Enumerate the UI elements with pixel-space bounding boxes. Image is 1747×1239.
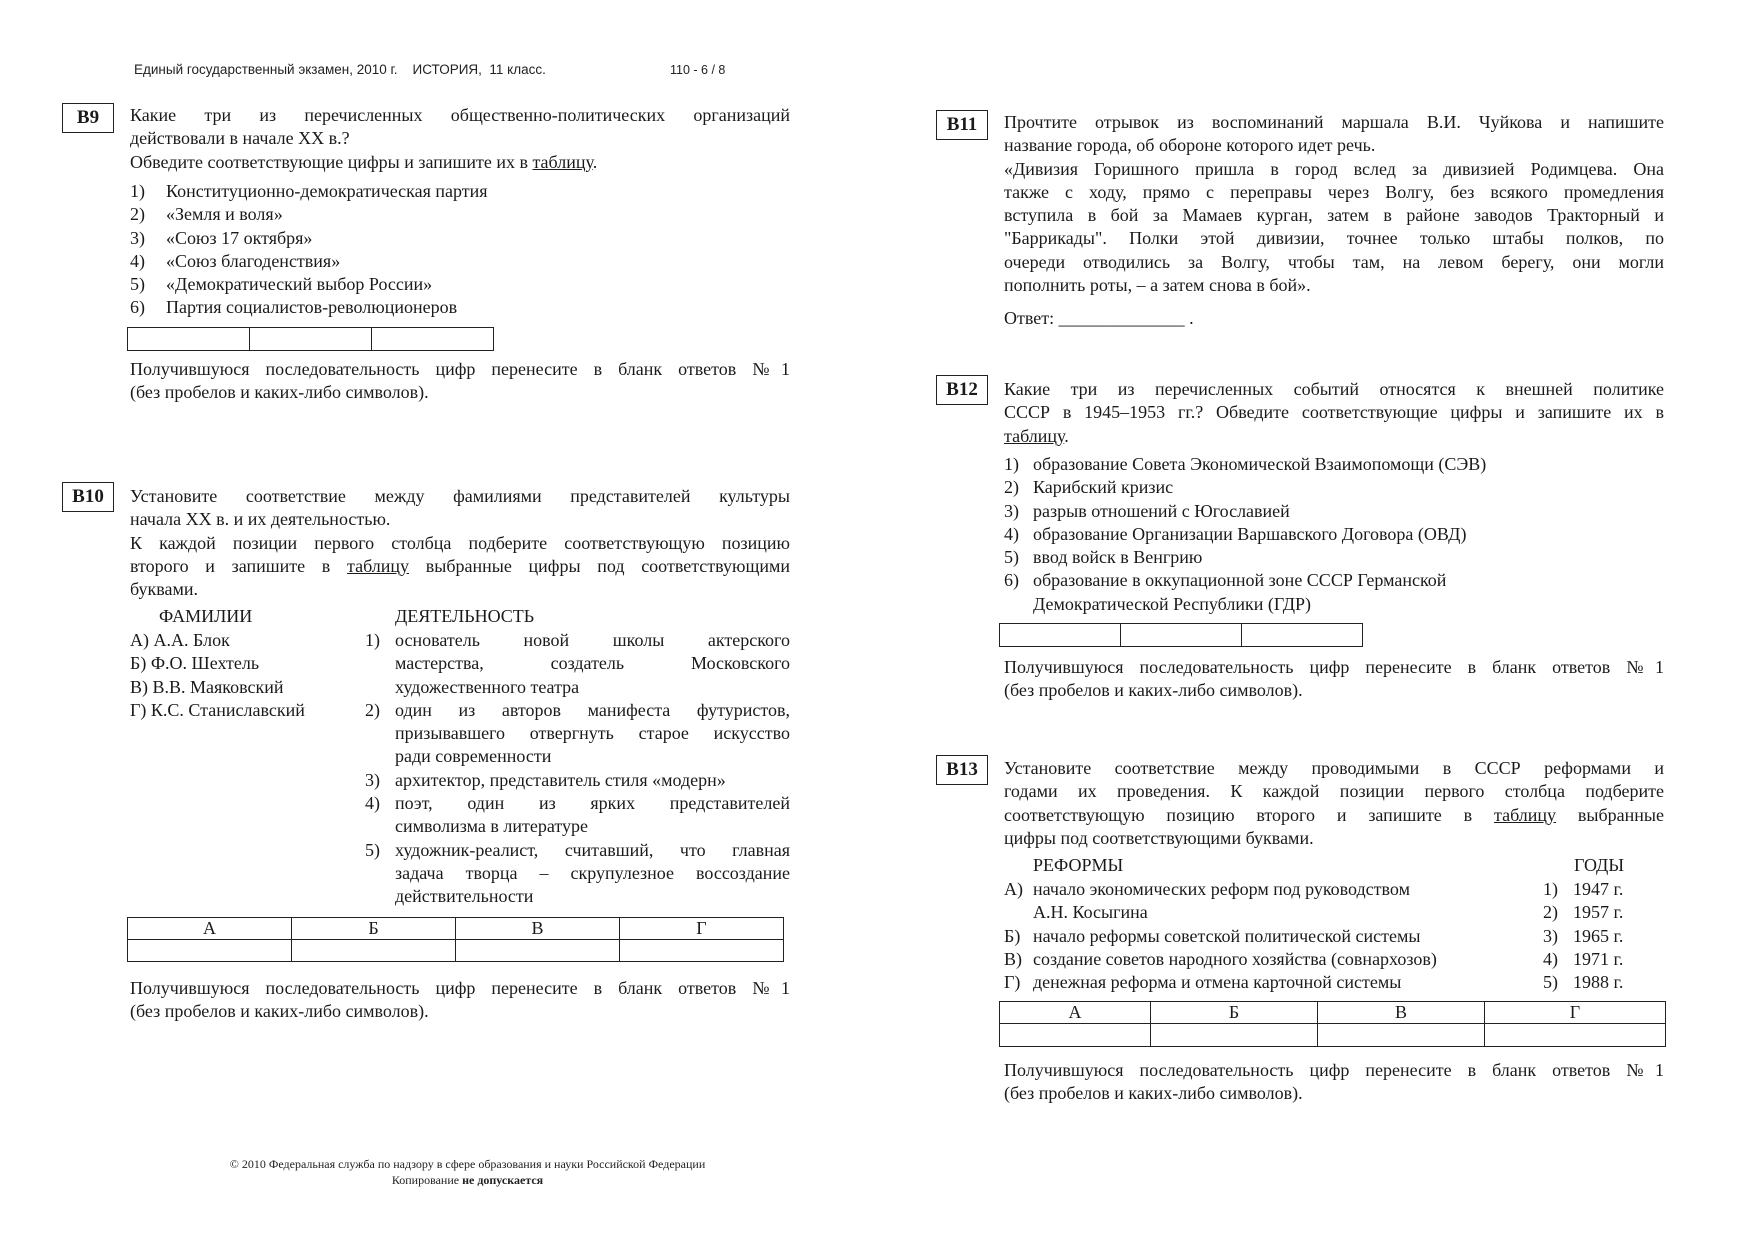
- b12-answer-table: [999, 623, 1363, 647]
- list-item: 2) один из авторов манифеста футуристов, призывавшего отвергнуть старое искусство ради современности: [365, 699, 790, 767]
- list-item: Демократической Республики (ГДР): [1033, 593, 1311, 614]
- task-label-b9: B9: [62, 103, 114, 133]
- b10-transfer-note: Получившуюся последовательность цифр перенесите в бланк ответов №1 (без пробелов и каких-либо символов).: [130, 978, 790, 1022]
- b11-text: Прочтите отрывок из воспоминаний маршала В.И. Чуйкова и напишите название города, об обороне которого идет речь. «Дивизия Горишного пришла в город вслед за дивизией Родимцева. Она также с ходу, прямо с переправы через Волгу, без всякого промедления вступила в бой за Мамаев курган, затем в районе заводов Тракторный и "Баррикады". Полки этой дивизии, точнее только штабы полков, по очереди отводились за Волгу, чтобы там, на левом берегу, они могли пополнить роты, – а затем снова в бой».: [1004, 112, 1664, 296]
- answer-cell[interactable]: [1318, 1024, 1485, 1047]
- table-header-cell: Б: [292, 918, 456, 940]
- b12-options: [1004, 453, 1486, 616]
- list-item: 5) художник-реалист, считавший, что главная задача творца – скрупулезное воссоздание действительности: [365, 839, 790, 907]
- list-item: 4) 1971 г.: [1543, 948, 1624, 969]
- list-item: Б) начало реформы советской политической системы: [1004, 925, 1421, 946]
- answer-cell[interactable]: [1000, 1024, 1151, 1047]
- list-item: В) В.В. Маяковский: [130, 676, 284, 697]
- b13-reforms: [1004, 878, 1437, 994]
- b10-names: [130, 629, 305, 722]
- b10-activities: [365, 629, 790, 909]
- list-item: Г) К.С. Станиславский: [130, 699, 305, 720]
- table-link: таблицу: [532, 151, 593, 172]
- list-item: 4) «Союз благоденствия»: [130, 250, 341, 271]
- answer-cell[interactable]: [620, 940, 784, 962]
- answer-cell[interactable]: [1121, 624, 1242, 647]
- b12-question: Какие три из перечисленных событий относятся к внешней политике СССР в 1945–1953 гг.? Обведите соответствующие цифры и запишите их в таблицу.: [1004, 379, 1664, 446]
- list-item: 3) 1965 г.: [1543, 925, 1624, 946]
- table-link: таблицу: [1494, 804, 1557, 825]
- copyright-footer: © 2010 Федеральная служба по надзору в сфере образования и науки Российской Федерации Копирование не допускается: [229, 1157, 706, 1187]
- answer-cell[interactable]: [456, 940, 620, 962]
- b13-answer-table: [999, 1001, 1666, 1047]
- task-label-b12: B12: [936, 375, 988, 405]
- list-item: 5) 1988 г.: [1543, 972, 1624, 993]
- list-item: 2) «Земля и воля»: [130, 204, 283, 225]
- answer-cell[interactable]: [1242, 624, 1363, 647]
- b13-question: Установите соответствие между проводимыми в СССР реформами и годами их проведения. К каждой позиции первого столбца подберите соответствующую позицию второго и запишите в таблицу выбранные цифры под соответствующими буквами.: [1004, 758, 1664, 848]
- b12-transfer-note: Получившуюся последовательность цифр перенесите в бланк ответов №1 (без пробелов и каких-либо символов).: [1004, 657, 1664, 701]
- table-header-cell: В: [456, 918, 620, 940]
- b10-answer-table: [127, 917, 784, 962]
- list-item: А) начало экономических реформ под руководством: [1004, 879, 1410, 899]
- list-item: 5) «Демократический выбор России»: [130, 274, 433, 295]
- page-number: 110 - 6 / 8: [670, 63, 726, 77]
- list-item: 1) 1947 г.: [1543, 879, 1624, 899]
- b9-options: [130, 180, 488, 320]
- list-item: 3) архитектор, представитель стиля «модерн»: [365, 769, 726, 790]
- b10-col2-heading: ДЕЯТЕЛЬНОСТЬ: [395, 606, 535, 626]
- list-item: 6) Партия социалистов-революционеров: [130, 297, 458, 318]
- table-link: таблицу: [347, 555, 410, 576]
- table-header-cell: А: [1000, 1002, 1151, 1024]
- list-item: 5) ввод войск в Венгрию: [1004, 547, 1203, 568]
- list-item: В) создание советов народного хозяйства (совнархозов): [1004, 948, 1437, 969]
- list-item: 1) Конституционно-демократическая партия: [130, 181, 488, 201]
- b13-col1-heading: РЕФОРМЫ: [1033, 855, 1124, 875]
- b10-col1-heading: ФАМИЛИИ: [159, 606, 253, 626]
- list-item: 1) образование Совета Экономической Взаимопомощи (СЭВ): [1004, 454, 1487, 474]
- answer-cell[interactable]: [1000, 624, 1121, 647]
- task-label-b13: B13: [936, 755, 988, 785]
- answer-cell[interactable]: [128, 328, 250, 351]
- exam-grade: 11 класс.: [489, 62, 546, 77]
- list-item: А) А.А. Блок: [130, 630, 230, 650]
- answer-cell[interactable]: [372, 328, 494, 351]
- list-item: 2) 1957 г.: [1543, 902, 1624, 923]
- b10-question: Установите соответствие между фамилиями представителей культуры начала XX в. и их деятельностью. К каждой позиции первого столбца подберите соответствующую позицию второго и запишите в таблицу выбранные цифры под соответствующими буквами.: [130, 486, 790, 600]
- list-item: 3) «Союз 17 октября»: [130, 227, 313, 248]
- b9-transfer-note: Получившуюся последовательность цифр перенесите в бланк ответов №1 (без пробелов и каких-либо символов).: [130, 359, 790, 403]
- list-item: Б) Ф.О. Шехтель: [130, 653, 260, 674]
- answer-cell[interactable]: [1151, 1024, 1318, 1047]
- b11-answer-line[interactable]: Ответ: ______________ .: [1004, 308, 1194, 328]
- answer-cell[interactable]: [1485, 1024, 1666, 1047]
- list-item: 4) образование Организации Варшавского Договора (ОВД): [1004, 523, 1467, 544]
- page-header: [134, 62, 546, 77]
- answer-cell[interactable]: [128, 940, 292, 962]
- list-item: 4) поэт, один из ярких представителей символизма в литературе: [365, 793, 790, 837]
- list-item: 2) Карибский кризис: [1004, 477, 1174, 498]
- list-item: А.Н. Косыгина: [1033, 902, 1148, 923]
- answer-cell[interactable]: [250, 328, 372, 351]
- table-header-cell: Б: [1151, 1002, 1318, 1024]
- table-header-cell: В: [1318, 1002, 1485, 1024]
- list-item: Г) денежная реформа и отмена карточной системы: [1004, 972, 1402, 993]
- exam-subject: ИСТОРИЯ,: [412, 62, 482, 77]
- table-link: таблицу: [1004, 425, 1065, 446]
- b13-years: [1543, 878, 1623, 994]
- b9-question: Какие три из перечисленных общественно-политических организаций действовали в начале XX в.? Обведите соответствующие цифры и запишите их в таблицу.: [130, 105, 790, 172]
- b9-answer-table: [127, 327, 494, 351]
- task-label-b11: B11: [936, 110, 988, 140]
- list-item: 1) основатель новой школы актерского мастерства, создатель Московского художественного театра: [365, 630, 790, 697]
- list-item: 6) образование в оккупационной зоне СССР Германской: [1004, 570, 1447, 591]
- table-header-cell: А: [128, 918, 292, 940]
- b13-transfer-note: Получившуюся последовательность цифр перенесите в бланк ответов №1 (без пробелов и каких-либо символов).: [1004, 1060, 1664, 1104]
- table-header-cell: Г: [620, 918, 784, 940]
- table-header-cell: Г: [1485, 1002, 1666, 1024]
- list-item: 3) разрыв отношений с Югославией: [1004, 500, 1290, 521]
- exam-title: Единый государственный экзамен, 2010 г.: [134, 62, 398, 77]
- b13-col2-heading: ГОДЫ: [1574, 855, 1625, 875]
- answer-cell[interactable]: [292, 940, 456, 962]
- task-label-b10: B10: [62, 482, 114, 512]
